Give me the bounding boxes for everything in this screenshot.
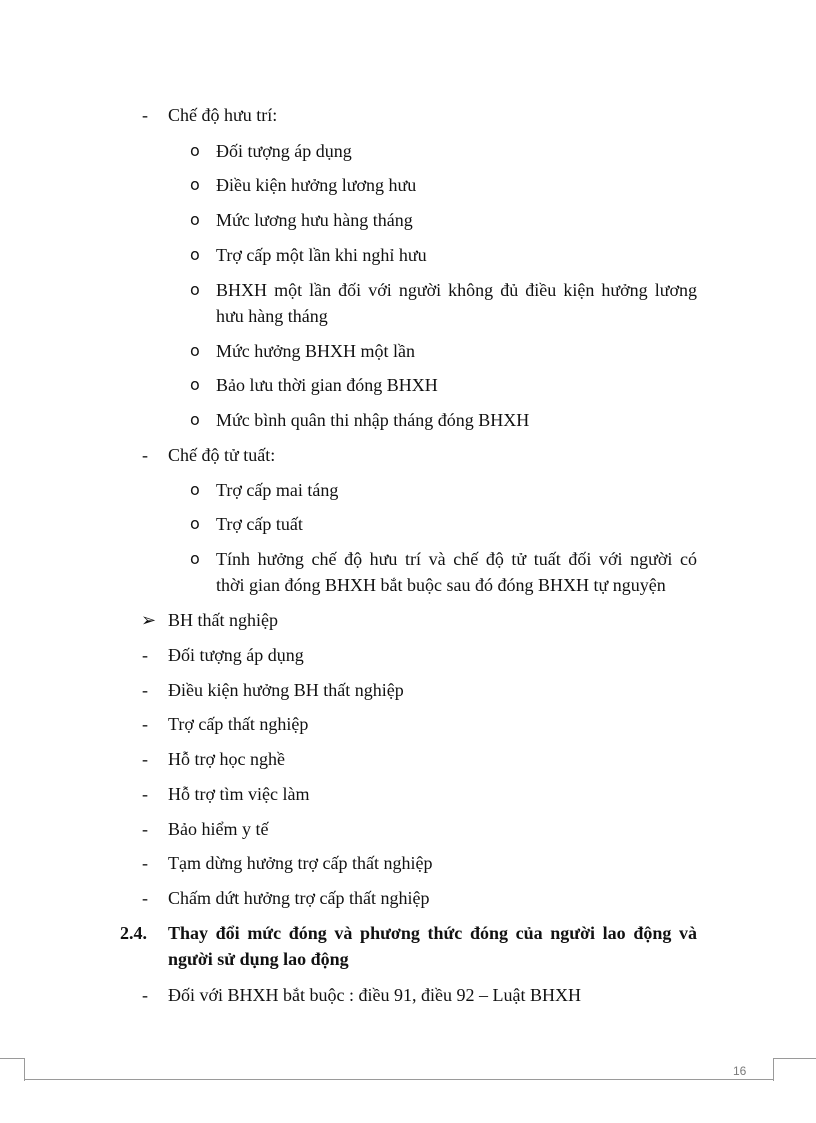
circle-bullet-icon: o (190, 210, 200, 229)
list-item: Tạm dừng hưởng trợ cấp thất nghiệp (168, 853, 433, 873)
list-item: Hỗ trợ học nghề (168, 749, 285, 769)
section-title: Thay đổi mức đóng và phương thức đóng của người lao động và (168, 923, 697, 943)
circle-bullet-icon: o (190, 245, 200, 264)
list-item-continuation: hưu hàng tháng (216, 306, 328, 326)
list-dash: - (142, 819, 148, 839)
section-title-continuation: người sử dụng lao động (168, 949, 349, 969)
list-dash: - (142, 105, 148, 125)
circle-bullet-icon: o (190, 549, 200, 568)
list-dash: - (142, 714, 148, 734)
list-dash: - (142, 445, 148, 465)
circle-bullet-icon: o (190, 280, 200, 299)
list-item: Trợ cấp thất nghiệp (168, 714, 309, 734)
list-item: Bảo hiểm y tế (168, 819, 269, 839)
list-item: Điều kiện hưởng BH thất nghiệp (168, 680, 404, 700)
list-item: Tính hưởng chế độ hưu trí và chế độ tử tuất đối với người có (216, 549, 697, 569)
list-dash: - (142, 888, 148, 908)
footer-border-right (773, 1058, 816, 1081)
circle-bullet-icon: o (190, 341, 200, 360)
circle-bullet-icon: o (190, 480, 200, 499)
list-item: Đối với BHXH bắt buộc : điều 91, điều 92 – Luật BHXH (168, 985, 581, 1005)
page-number: 16 (733, 1064, 747, 1078)
list-dash: - (142, 985, 148, 1005)
footer-rule (24, 1079, 774, 1080)
survivorship-heading: Chế độ tử tuất: (168, 445, 276, 465)
arrow-bullet-icon: ➢ (141, 610, 157, 630)
list-item: Mức lương hưu hàng tháng (216, 210, 413, 230)
unemployment-heading: BH thất nghiệp (168, 610, 278, 630)
list-item: Mức hưởng BHXH một lần (216, 341, 416, 361)
list-item-continuation: thời gian đóng BHXH bắt buộc sau đó đóng BHXH tự nguyện (216, 575, 666, 595)
list-item: BHXH một lần đối với người không đủ điều kiện hưởng lương (216, 280, 697, 300)
list-dash: - (142, 645, 148, 665)
circle-bullet-icon: o (190, 175, 200, 194)
list-dash: - (142, 853, 148, 873)
list-item: Đối tượng áp dụng (168, 645, 304, 665)
circle-bullet-icon: o (190, 375, 200, 394)
circle-bullet-icon: o (190, 141, 200, 160)
list-item: Hỗ trợ tìm việc làm (168, 784, 310, 804)
footer-border-left (0, 1058, 25, 1081)
section-number: 2.4. (120, 923, 147, 943)
list-item: Đối tượng áp dụng (216, 141, 352, 161)
list-item: Trợ cấp tuất (216, 514, 303, 534)
list-dash: - (142, 680, 148, 700)
circle-bullet-icon: o (190, 410, 200, 429)
list-dash: - (142, 784, 148, 804)
circle-bullet-icon: o (190, 514, 200, 533)
list-item: Trợ cấp mai táng (216, 480, 339, 500)
retirement-heading: Chế độ hưu trí: (168, 105, 278, 125)
list-dash: - (142, 749, 148, 769)
list-item: Điều kiện hưởng lương hưu (216, 175, 417, 195)
list-item: Mức bình quân thi nhập tháng đóng BHXH (216, 410, 530, 430)
list-item: Trợ cấp một lần khi nghỉ hưu (216, 245, 427, 265)
list-item: Chấm dứt hưởng trợ cấp thất nghiệp (168, 888, 430, 908)
list-item: Bảo lưu thời gian đóng BHXH (216, 375, 438, 395)
